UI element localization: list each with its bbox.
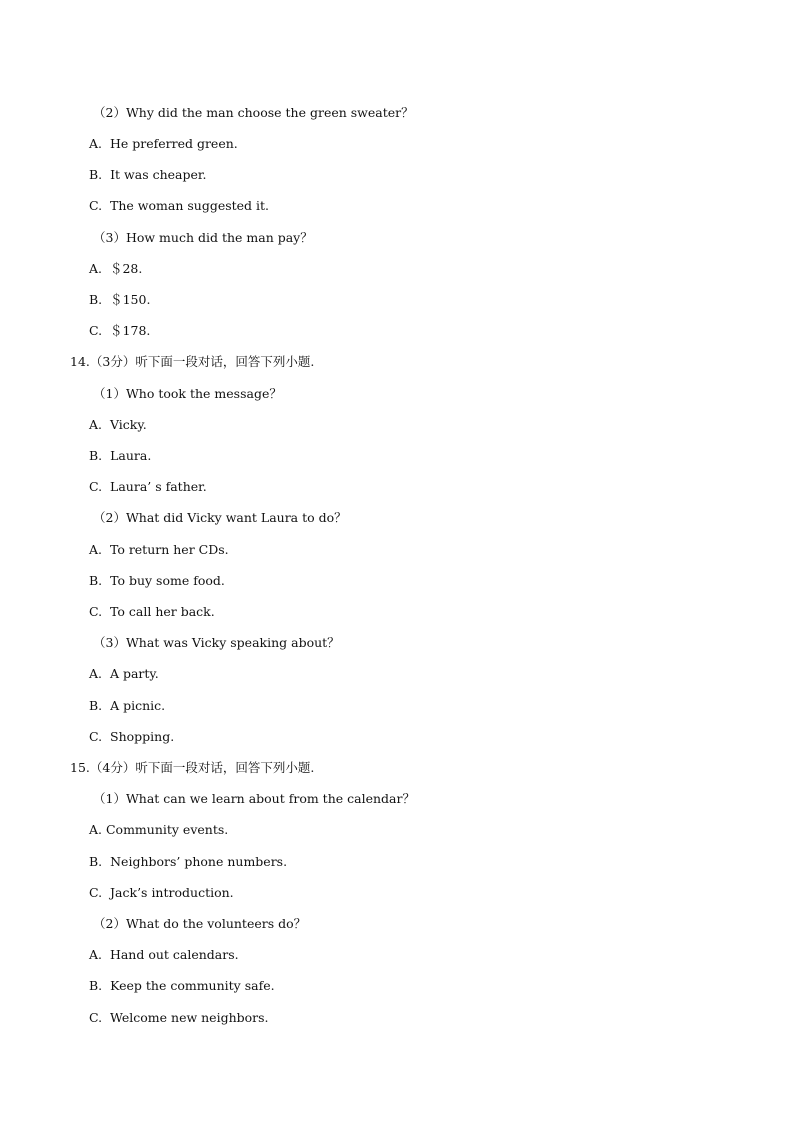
question-14-1-option-c: C. Laura’ s father.: [89, 479, 207, 494]
question-15-1-stem: （1）What can we learn about from the calendar？: [93, 791, 415, 806]
question-14-1-option-a: A. Vicky.: [89, 417, 147, 432]
question-14-2-stem: （2）What did Vicky want Laura to do？: [93, 510, 347, 525]
question-13-3-option-c: C. ＄178.: [89, 323, 151, 338]
question-14-2-option-b: B. To buy some food.: [89, 573, 225, 588]
question-15-1-option-a: A. Community events.: [89, 822, 229, 837]
question-15-heading: 15.（4分）听下面一段对话，回答下列小题.: [70, 760, 315, 775]
question-15-1-option-c: C. Jack’s introduction.: [89, 885, 234, 900]
question-13-3-option-b: B. ＄150.: [89, 292, 151, 307]
question-14-heading: 14.（3分）听下面一段对话，回答下列小题.: [70, 354, 315, 369]
question-15-2-stem: （2）What do the volunteers do？: [93, 916, 307, 931]
question-13-3-stem: （3）How much did the man pay？: [93, 230, 313, 245]
question-14-3-stem: （3）What was Vicky speaking about？: [93, 635, 340, 650]
question-14-3-option-b: B. A picnic.: [89, 698, 166, 713]
question-15-1-option-b: B. Neighbors’ phone numbers.: [89, 854, 288, 869]
question-14-3-option-a: A. A party.: [89, 666, 159, 681]
question-13-2-option-b: B. It was cheaper.: [89, 167, 207, 182]
question-15-2-option-a: A. Hand out calendars.: [89, 947, 239, 962]
question-13-2-option-a: A. He preferred green.: [89, 136, 238, 151]
question-14-2-option-a: A. To return her CDs.: [89, 542, 229, 557]
question-13-3-option-a: A. ＄28.: [89, 261, 143, 276]
question-14-1-stem: （1）Who took the message？: [93, 386, 282, 401]
question-14-2-option-c: C. To call her back.: [89, 604, 215, 619]
question-14-1-option-b: B. Laura.: [89, 448, 152, 463]
question-15-2-option-c: C. Welcome new neighbors.: [89, 1010, 269, 1025]
question-15-2-option-b: B. Keep the community safe.: [89, 978, 275, 993]
question-14-3-option-c: C. Shopping.: [89, 729, 175, 744]
question-13-2-stem: （2）Why did the man choose the green sweater？: [93, 105, 414, 120]
question-13-2-option-c: C. The woman suggested it.: [89, 198, 270, 213]
